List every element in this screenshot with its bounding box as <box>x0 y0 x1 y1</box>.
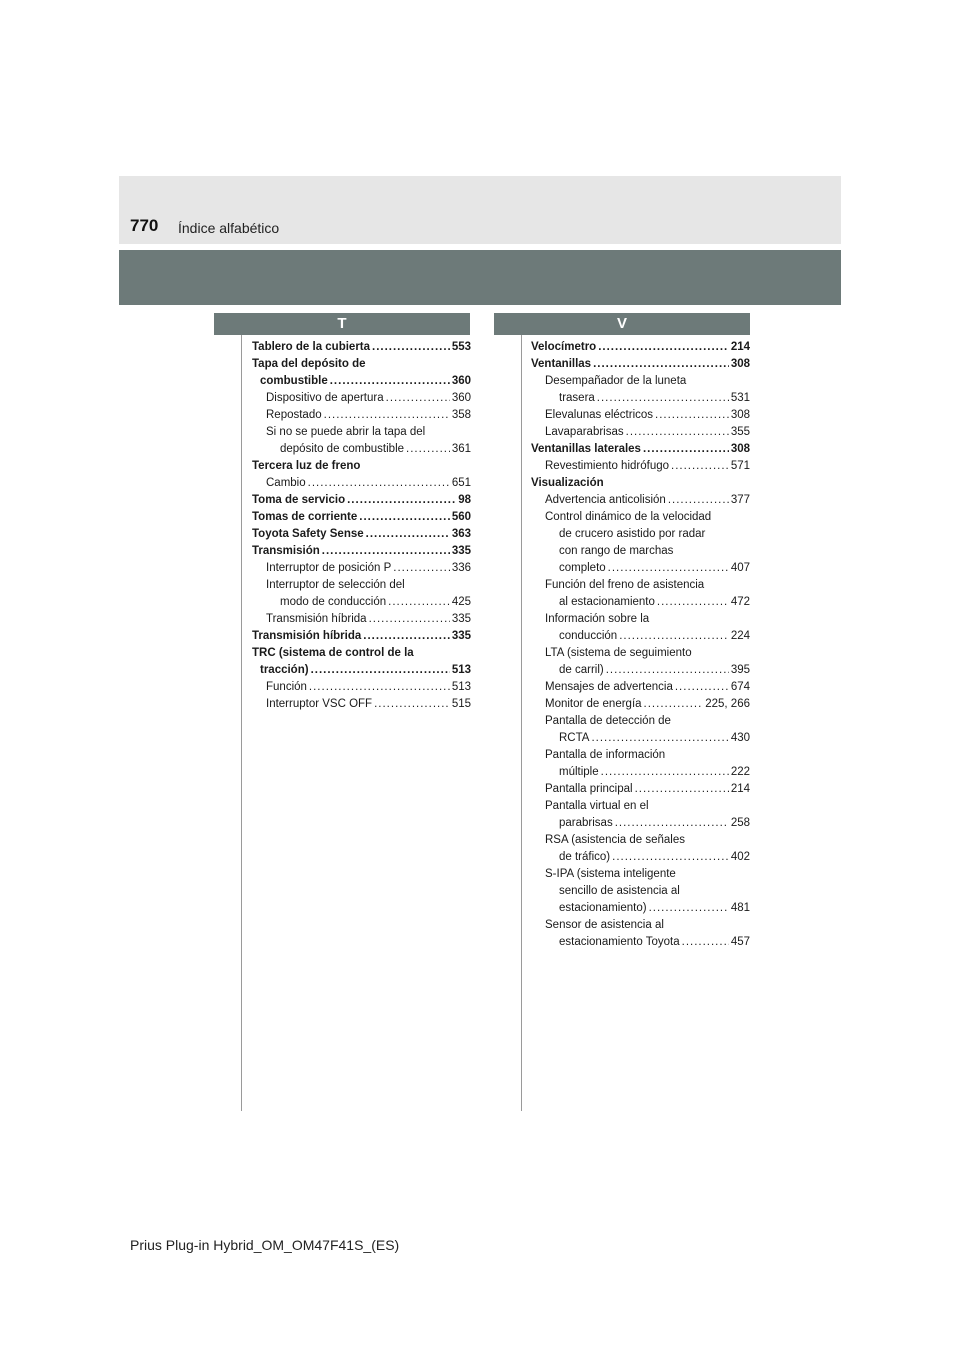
index-entry-text: Tomas de corriente <box>252 511 358 523</box>
index-entry-page: 481 <box>730 902 750 914</box>
dot-leader <box>598 339 729 356</box>
index-entry <box>252 679 471 696</box>
index-entry-text: combustible <box>260 375 328 387</box>
index-entry-page: 430 <box>730 732 750 744</box>
dot-leader <box>386 390 450 407</box>
index-entry <box>252 424 471 441</box>
index-entry <box>252 560 471 577</box>
index-entry-page: 395 <box>730 664 750 676</box>
index-entry-page: 308 <box>730 409 750 421</box>
index-entry-text: Revestimiento hidrófugo <box>545 460 670 472</box>
dot-leader <box>359 509 450 526</box>
index-entry-text: Interruptor de selección del <box>266 579 405 591</box>
index-entry-page: 335 <box>451 613 471 625</box>
index-entry-page: 98 <box>458 494 471 506</box>
index-entry-text: Transmisión <box>252 545 320 557</box>
index-entry <box>252 509 471 526</box>
index-entry-page: 472 <box>730 596 750 608</box>
index-entry-text: Tapa del depósito de <box>252 358 366 370</box>
index-entry-text: LTA (sistema de seguimiento <box>545 647 692 659</box>
dot-leader <box>374 696 450 713</box>
column-divider-v <box>521 335 522 1111</box>
index-entry <box>531 390 750 407</box>
dot-leader <box>657 594 729 611</box>
index-entry-text: Dispositivo de apertura <box>266 392 384 404</box>
index-entry-text: completo <box>559 562 606 574</box>
index-entry-text: Función del freno de asistencia <box>545 579 705 591</box>
index-entry <box>252 645 471 662</box>
index-entry-text: Transmisión híbrida <box>252 630 362 642</box>
dot-leader <box>649 900 729 917</box>
index-entry <box>531 339 750 356</box>
index-entry-page: 407 <box>730 562 750 574</box>
index-entry <box>531 866 750 883</box>
index-entry <box>531 475 750 492</box>
page-title: Índice alfabético <box>178 220 280 236</box>
index-entry-text: estacionamiento Toyota <box>559 936 680 948</box>
section-header-v: V <box>494 313 750 335</box>
index-entry-text: Interruptor de posición P <box>266 562 392 574</box>
index-entry-page: 258 <box>730 817 750 829</box>
dot-leader <box>655 407 729 424</box>
index-entry <box>531 815 750 832</box>
index-entry-text: tracción) <box>260 664 309 676</box>
column-divider-t <box>241 335 242 1111</box>
index-entry-page: 335 <box>451 630 471 642</box>
dot-leader <box>369 611 450 628</box>
index-entry <box>531 679 750 696</box>
index-entry-page: 560 <box>451 511 471 523</box>
index-entry <box>252 458 471 475</box>
index-entry-text: Visualización <box>531 477 604 489</box>
index-entry-text: Transmisión híbrida <box>266 613 367 625</box>
index-entry <box>531 798 750 815</box>
dot-leader <box>593 356 729 373</box>
index-entry <box>531 713 750 730</box>
dot-leader <box>330 373 450 390</box>
index-entry <box>531 356 750 373</box>
index-entry-page: 651 <box>451 477 471 489</box>
index-entry-text: Pantalla de información <box>545 749 666 761</box>
index-entry-text: Ventanillas laterales <box>531 443 641 455</box>
index-entry <box>531 747 750 764</box>
dot-leader <box>626 424 729 441</box>
index-entry-page: 360 <box>451 375 471 387</box>
index-entry-text: Desempañador de la luneta <box>545 375 687 387</box>
index-entry <box>252 356 471 373</box>
dot-leader <box>591 730 728 747</box>
index-entry <box>531 509 750 526</box>
index-entry-page: 377 <box>730 494 750 506</box>
dot-leader <box>363 628 450 645</box>
index-entry-page: 571 <box>730 460 750 472</box>
index-entry-page: 355 <box>730 426 750 438</box>
index-entry-page: 402 <box>730 851 750 863</box>
index-entry-text: depósito de combustible <box>280 443 405 455</box>
dot-leader <box>612 849 729 866</box>
index-entry-text: Mensajes de advertencia <box>545 681 673 693</box>
index-entry <box>252 696 471 713</box>
index-entry-text: Velocímetro <box>531 341 597 353</box>
dot-leader <box>322 543 450 560</box>
index-entry-page: 222 <box>730 766 750 778</box>
index-entry-text: Pantalla de detección de <box>545 715 671 727</box>
index-entry-text: RSA (asistencia de señales <box>545 834 685 846</box>
index-entry-page: 358 <box>451 409 471 421</box>
index-entry-text: conducción <box>559 630 618 642</box>
index-entry-page: 674 <box>730 681 750 693</box>
index-entry-text: de crucero asistido por radar <box>559 528 706 540</box>
index-entry <box>531 696 750 713</box>
index-entry-text: con rango de marchas <box>559 545 674 557</box>
index-entry <box>531 628 750 645</box>
index-entry-page: 513 <box>451 681 471 693</box>
index-entry-text: Tablero de la cubierta <box>252 341 371 353</box>
index-entry <box>531 849 750 866</box>
index-entry-page: 308 <box>730 443 750 455</box>
index-entry <box>531 934 750 951</box>
index-entry <box>531 645 750 662</box>
index-entry <box>252 577 471 594</box>
index-entry-text: TRC (sistema de control de la <box>252 647 414 659</box>
index-entry <box>531 611 750 628</box>
index-entry <box>531 577 750 594</box>
index-entry-text: al estacionamiento <box>559 596 655 608</box>
index-entry <box>252 594 471 611</box>
dot-leader <box>671 458 729 475</box>
index-entry-page: 363 <box>451 528 471 540</box>
index-entry-text: Advertencia anticolisión <box>545 494 666 506</box>
index-entry <box>252 373 471 390</box>
index-entry <box>531 900 750 917</box>
index-entry-page: 336 <box>451 562 471 574</box>
index-entry-text: Función <box>266 681 307 693</box>
section-band <box>119 250 841 305</box>
dot-leader <box>309 679 450 696</box>
index-entry-page: 515 <box>451 698 471 710</box>
index-entry-text: Repostado <box>266 409 322 421</box>
index-entry-text: sencillo de asistencia al <box>559 885 680 897</box>
index-entry <box>531 781 750 798</box>
index-entry <box>252 492 471 509</box>
index-entry-page: 531 <box>730 392 750 404</box>
dot-leader <box>347 492 456 509</box>
index-entry <box>252 475 471 492</box>
dot-leader <box>644 696 704 713</box>
footer-manual-code: Prius Plug-in Hybrid_OM_OM47F41S_(ES) <box>130 1237 400 1253</box>
index-entry-text: parabrisas <box>559 817 613 829</box>
index-entry <box>252 628 471 645</box>
index-entry-text: Toma de servicio <box>252 494 346 506</box>
index-entry-text: Si no se puede abrir la tapa del <box>266 426 426 438</box>
index-entry-text: modo de conducción <box>280 596 387 608</box>
index-entry <box>531 662 750 679</box>
dot-leader <box>615 815 729 832</box>
index-entry-text: estacionamiento) <box>559 902 647 914</box>
index-entry-text: Lavaparabrisas <box>545 426 624 438</box>
dot-leader <box>406 441 450 458</box>
index-entry-page: 360 <box>451 392 471 404</box>
dot-leader <box>372 339 450 356</box>
index-entry <box>252 339 471 356</box>
dot-leader <box>675 679 729 696</box>
index-entry <box>252 390 471 407</box>
dot-leader <box>643 441 729 458</box>
index-entry <box>531 560 750 577</box>
index-entry-page: 361 <box>451 443 471 455</box>
index-entry-page: 214 <box>730 341 750 353</box>
index-entry-page: 214 <box>730 783 750 795</box>
section-header-t: T <box>214 313 470 335</box>
index-entry-page: 513 <box>451 664 471 676</box>
index-entry-text: Pantalla principal <box>545 783 633 795</box>
index-column-v <box>531 339 750 951</box>
index-entry-page: 425 <box>451 596 471 608</box>
index-entry-page: 308 <box>730 358 750 370</box>
index-entry-page: 225, 266 <box>705 698 750 710</box>
dot-leader <box>393 560 450 577</box>
dot-leader <box>366 526 450 543</box>
index-entry <box>531 594 750 611</box>
index-entry-page: 224 <box>730 630 750 642</box>
dot-leader <box>311 662 450 679</box>
index-entry-text: Monitor de energía <box>545 698 642 710</box>
index-entry-text: de carril) <box>559 664 604 676</box>
index-entry-page: 335 <box>451 545 471 557</box>
index-entry <box>531 764 750 781</box>
index-entry-text: múltiple <box>559 766 599 778</box>
index-entry <box>531 917 750 934</box>
index-entry-text: trasera <box>559 392 595 404</box>
index-entry <box>252 662 471 679</box>
index-entry <box>252 407 471 424</box>
index-entry <box>531 373 750 390</box>
index-entry <box>531 492 750 509</box>
index-entry <box>531 424 750 441</box>
dot-leader <box>668 492 729 509</box>
index-entry-text: S-IPA (sistema inteligente <box>545 868 676 880</box>
index-entry-text: Cambio <box>266 477 306 489</box>
index-entry <box>531 526 750 543</box>
index-entry-text: de tráfico) <box>559 851 611 863</box>
index-entry <box>252 441 471 458</box>
index-entry-page: 457 <box>730 936 750 948</box>
index-entry <box>531 832 750 849</box>
index-entry <box>531 883 750 900</box>
index-entry <box>531 441 750 458</box>
dot-leader <box>308 475 450 492</box>
dot-leader <box>324 407 450 424</box>
index-entry <box>531 730 750 747</box>
dot-leader <box>682 934 729 951</box>
index-entry-text: Información sobre la <box>545 613 650 625</box>
index-entry-text: Elevalunas eléctricos <box>545 409 654 421</box>
index-entry-page: 553 <box>451 341 471 353</box>
index-entry-text: Tercera luz de freno <box>252 460 361 472</box>
index-entry-text: Ventanillas <box>531 358 592 370</box>
dot-leader <box>597 390 729 407</box>
index-entry <box>531 458 750 475</box>
index-entry-text: Toyota Safety Sense <box>252 528 364 540</box>
dot-leader <box>635 781 729 798</box>
index-entry-text: Control dinámico de la velocidad <box>545 511 712 523</box>
index-entry-text: Pantalla virtual en el <box>545 800 649 812</box>
index-entry-text: Sensor de asistencia al <box>545 919 664 931</box>
index-entry <box>252 526 471 543</box>
index-entry <box>531 407 750 424</box>
index-entry-text: Interruptor VSC OFF <box>266 698 373 710</box>
index-entry <box>252 543 471 560</box>
index-entry <box>252 611 471 628</box>
index-entry-text: RCTA <box>559 732 590 744</box>
page-number: 770 <box>130 216 159 235</box>
dot-leader <box>619 628 729 645</box>
dot-leader <box>601 764 729 781</box>
index-entry <box>531 543 750 560</box>
dot-leader <box>606 662 729 679</box>
dot-leader <box>388 594 450 611</box>
index-column-t <box>252 339 471 713</box>
dot-leader <box>608 560 729 577</box>
